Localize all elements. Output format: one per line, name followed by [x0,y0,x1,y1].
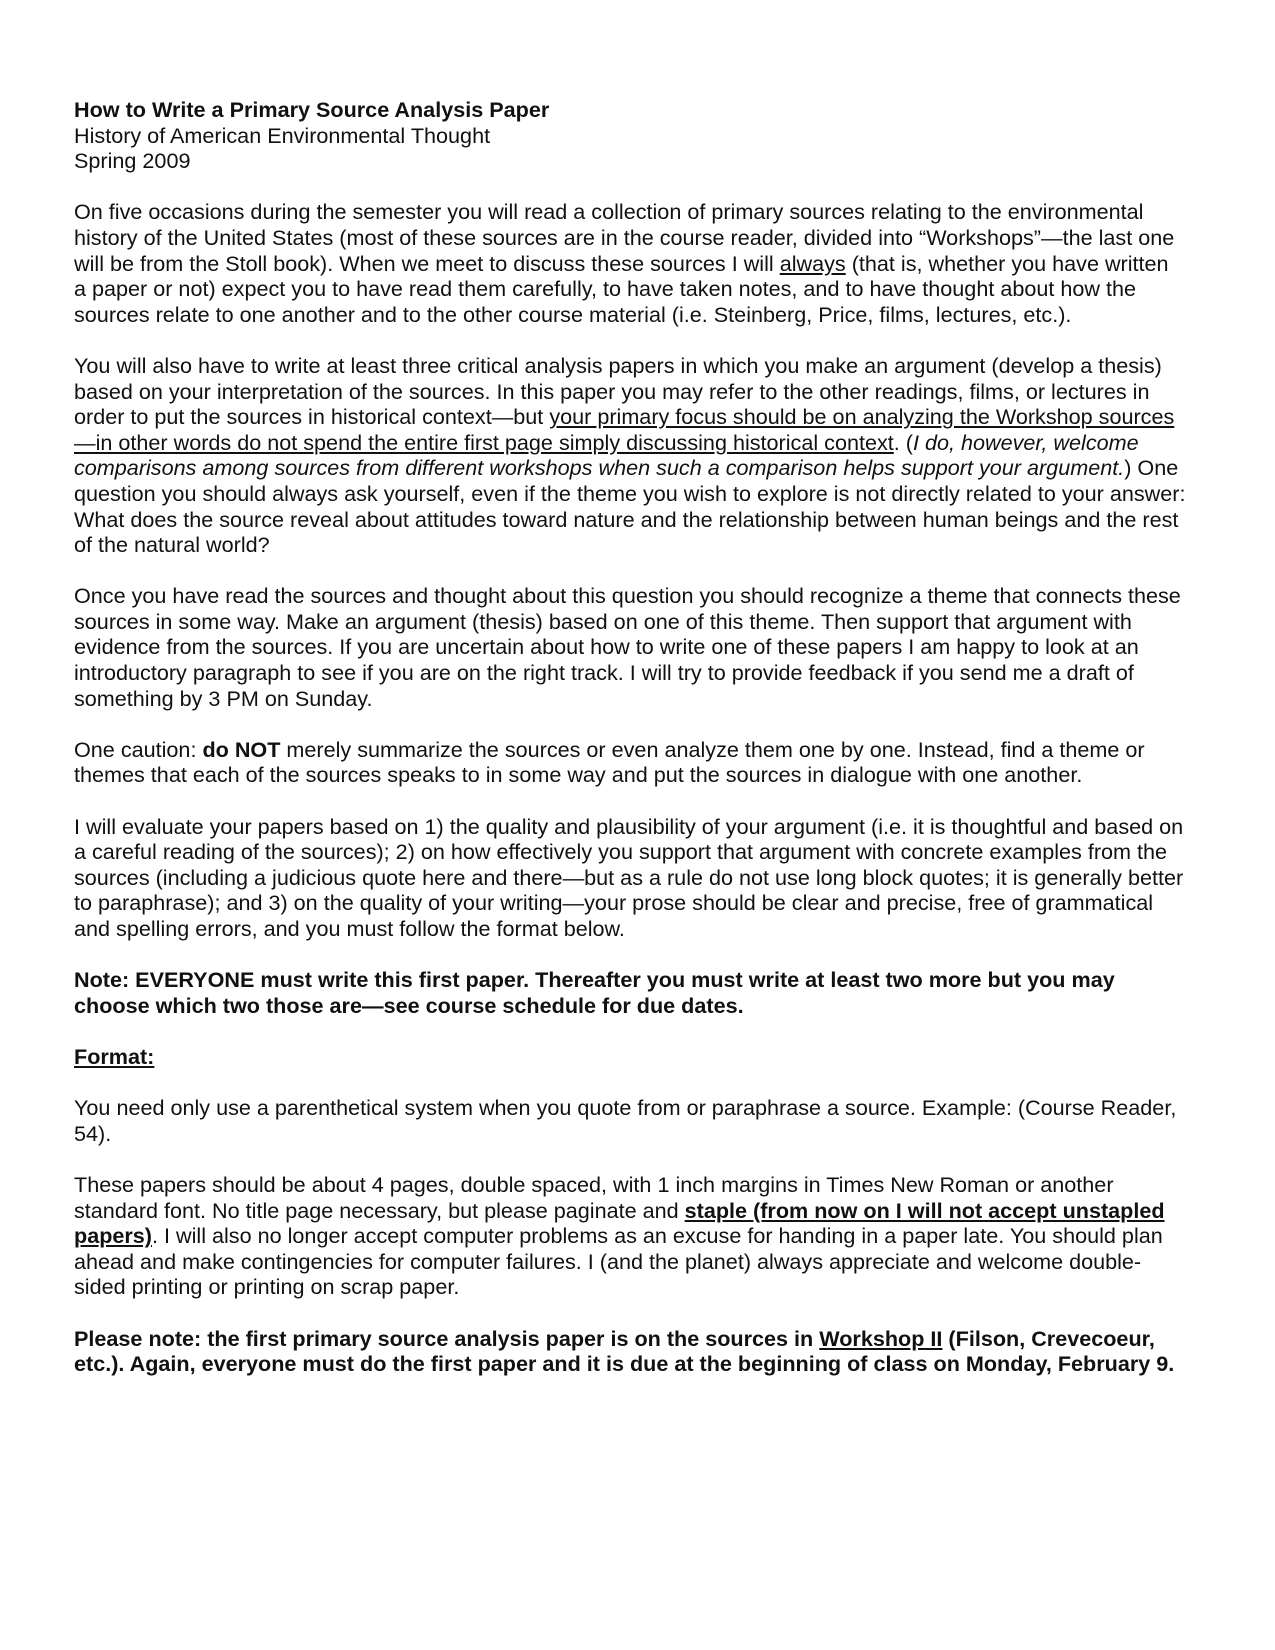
course-name: History of American Environmental Thought [74,122,491,148]
staple-requirement: staple (from now on I will not accept unstapled papers) [74,1197,1165,1249]
text-run: (Filson, Crevecoeur, etc.). Again, everyone must do the first paper and it is due at the beginning of class on Monday, February 9. [74,1325,1175,1377]
bold-do-not: do NOT [202,736,281,762]
text-run: . I will also no longer accept computer problems as an excuse for handing in a paper late. You should plan ahead and make contingencies for computer failures. I (and the planet) always appreciate and welcome double-sided printing or printing on scrap paper. [74,1223,1163,1300]
underlined-always: always [779,250,846,276]
text-run: Please note: the first primary source analysis paper is on the sources in [74,1325,820,1351]
workshop-ii: Workshop II [819,1325,943,1351]
text-run: On five occasions during the semester you will read a collection of primary sources relating to the environmental history of the United States (most of these sources are in the course reader, divided into “Workshops”—the last one will be from the Stoll book). When we meet to discuss these sources I will [74,199,1175,276]
paragraph-evaluation: I will evaluate your papers based on 1) the quality and plausibility of your argument (i.e. it is thoughtful and based on a careful reading of the sources); 2) on how effectively you support that argument with concrete examples from the sources (including a judicious quote here and there—but as a rule do not use long block quotes; it is generally better to paraphrase); and 3) on the quality of your writing—your prose should be clear and precise, free of grammatical and spelling errors, and you must follow the format below. [74,813,1184,941]
paragraph-paper-format [74,1172,1186,1300]
paragraph-analysis-papers [74,353,1186,558]
document-header [74,97,1186,174]
text-run: One caution: [74,736,203,762]
text-run: You will also have to write at least three critical analysis papers in which you make an argument (develop a thesis) based on your interpretation of the sources. In this paper you may refer to the other readings, films, or lectures in order to put the sources in historical context—but [74,352,1162,430]
note-everyone: Note: EVERYONE must write this first paper. Thereafter you must write at least two more but you may choose which two those are—see course schedule for due dates. [74,967,1115,1018]
term: Spring 2009 [74,148,191,174]
paragraph-theme: Once you have read the sources and thought about this question you should recognize a theme that connects these sources in some way. Make an argument (thesis) based on one of this theme. Then support that argument with evidence from the sources. If you are uncertain about how to write one of these papers I am happy to look at an introductory paragraph to see if you are on the right track. I will try to provide feedback if you send me a draft of something by 3 PM on Sunday. [74,583,1181,711]
text-run: (that is, whether you have written a paper or not) expect you to have read them carefully, to have taken notes, and to have thought about how the sources relate to one another and to the other course material (i.e. Steinberg, Price, films, lectures, etc.). [74,250,1169,327]
document-page [74,97,1186,1402]
text-run: . ( [893,429,913,455]
text-run: These papers should be about 4 pages, double spaced, with 1 inch margins in Times New Roman or another standard font. No title page necessary, but please paginate and [74,1171,1114,1223]
underlined-primary-focus: your primary focus should be on analyzing the Workshop sources—in other words do not spend the entire first page simply discussing historical context [74,404,1175,455]
italic-comparisons-note: I do, however, welcome comparisons among sources from different workshops when such a comparison helps support your argument. [74,429,1139,481]
paragraph-caution [74,737,1186,788]
paragraph-workshops [74,199,1186,327]
format-heading: Format: [74,1043,155,1069]
text-run: merely summarize the sources or even analyze them one by one. Instead, find a theme or themes that each of the sources speaks to in some way and put the sources in dialogue with one another. [74,736,1145,788]
final-note [74,1326,1186,1377]
document-title: How to Write a Primary Source Analysis Paper [74,97,550,122]
paragraph-citation: You need only use a parenthetical system when you quote from or paraphrase a source. Example: (Course Reader, 54). [74,1095,1177,1146]
text-run: ) One question you should always ask yourself, even if the theme you wish to explore is not directly related to your answer: What does the source reveal about attitudes toward nature and the relationship between human beings and the rest of the natural world? [74,455,1186,558]
